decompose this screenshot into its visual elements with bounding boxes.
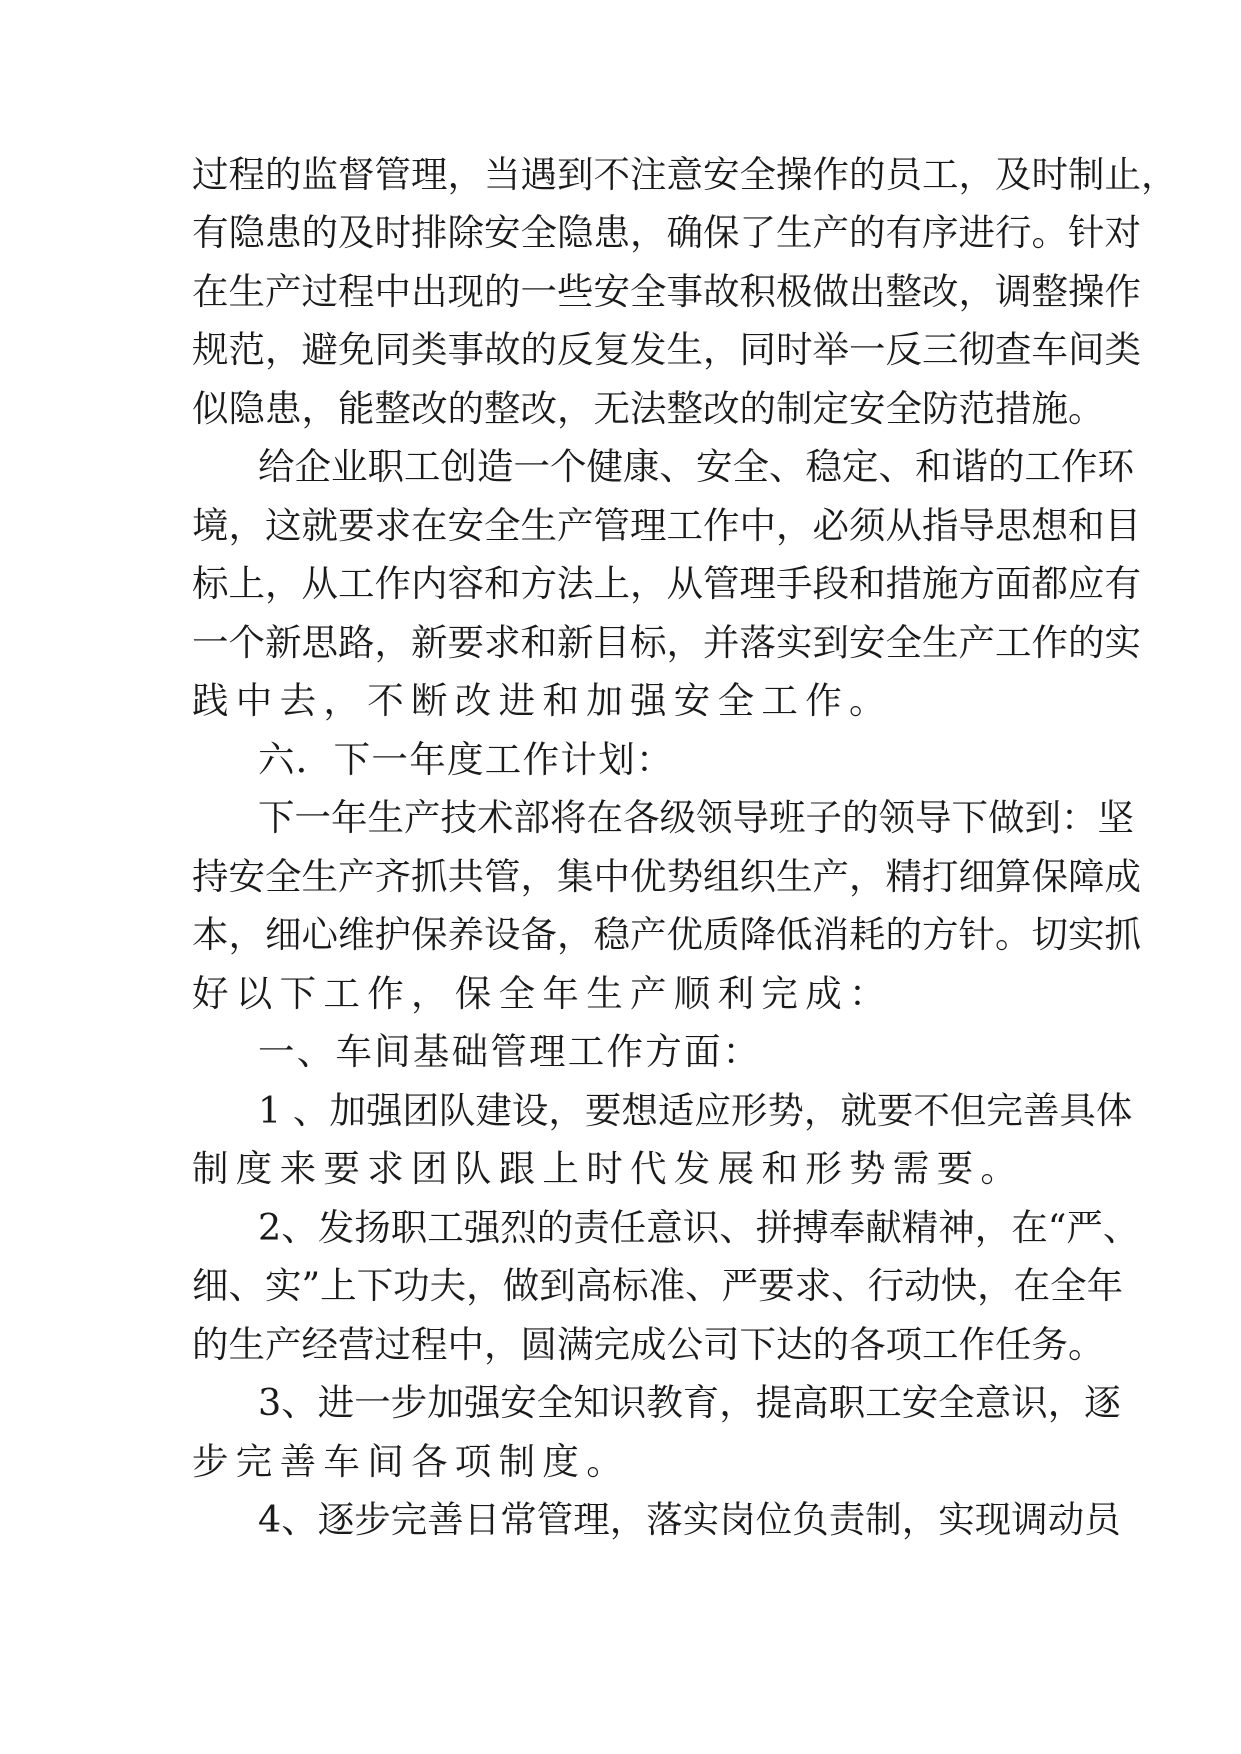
text-line: 过程的监督管理，当遇到不注意安全操作的员工，及时制止， xyxy=(192,153,1178,196)
subsection-heading: 一、车间基础管理工作方面： xyxy=(258,1030,762,1073)
list-item-start: 3、进一步加强安全知识教育，提高职工安全意识，逐 xyxy=(258,1381,1121,1424)
text-line: 本，细心维护保养设备，稳产优质降低消耗的方针。切实抓 xyxy=(192,913,1141,956)
text-line: 制度来要求团队跟上时代发展和形势需要。 xyxy=(192,1147,1025,1190)
list-item-start: 2、发扬职工强烈的责任意识、拼搏奉献精神，在“严、 xyxy=(258,1206,1140,1249)
text-line: 践中去，不断改进和加强安全工作。 xyxy=(192,679,893,722)
text-line: 细、实”上下功夫，做到高标准、严要求、行动快，在全年 xyxy=(192,1264,1124,1307)
text-line: 似隐患，能整改的整改，无法整改的制定安全防范措施。 xyxy=(192,387,1105,430)
text-line: 的生产经营过程中，圆满完成公司下达的各项工作任务。 xyxy=(192,1323,1105,1366)
text-line: 标上，从工作内容和方法上，从管理手段和措施方面都应有 xyxy=(192,562,1141,605)
text-line: 在生产过程中出现的一些安全事故积极做出整改，调整操作 xyxy=(192,270,1141,313)
text-line: 有隐患的及时排除安全隐患，确保了生产的有序进行。针对 xyxy=(192,211,1141,254)
section-heading: 六．下一年度工作计划： xyxy=(258,738,674,781)
text-line: 规范，避免同类事故的反复发生，同时举一反三彻查车间类 xyxy=(192,328,1141,371)
list-item-start: 4、逐步完善日常管理，落实岗位负责制，实现调动员 xyxy=(258,1498,1121,1541)
text-line: 持安全生产齐抓共管，集中优势组织生产，精打细算保障成 xyxy=(192,855,1141,898)
list-item-start: 1 、加强团队建设，要想适应形势，就要不但完善具体 xyxy=(258,1089,1133,1132)
paragraph-start-line: 下一年生产技术部将在各级领导班子的领导下做到：坚 xyxy=(258,796,1134,839)
text-line: 境，这就要求在安全生产管理工作中，必须从指导思想和目 xyxy=(192,504,1141,547)
text-line: 一个新思路，新要求和新目标，并落实到安全生产工作的实 xyxy=(192,621,1141,664)
text-line: 好以下工作，保全年生产顺利完成： xyxy=(192,972,893,1015)
text-line: 步完善车间各项制度。 xyxy=(192,1440,630,1483)
paragraph-start-line: 给企业职工创造一个健康、安全、稳定、和谐的工作环 xyxy=(258,445,1134,488)
